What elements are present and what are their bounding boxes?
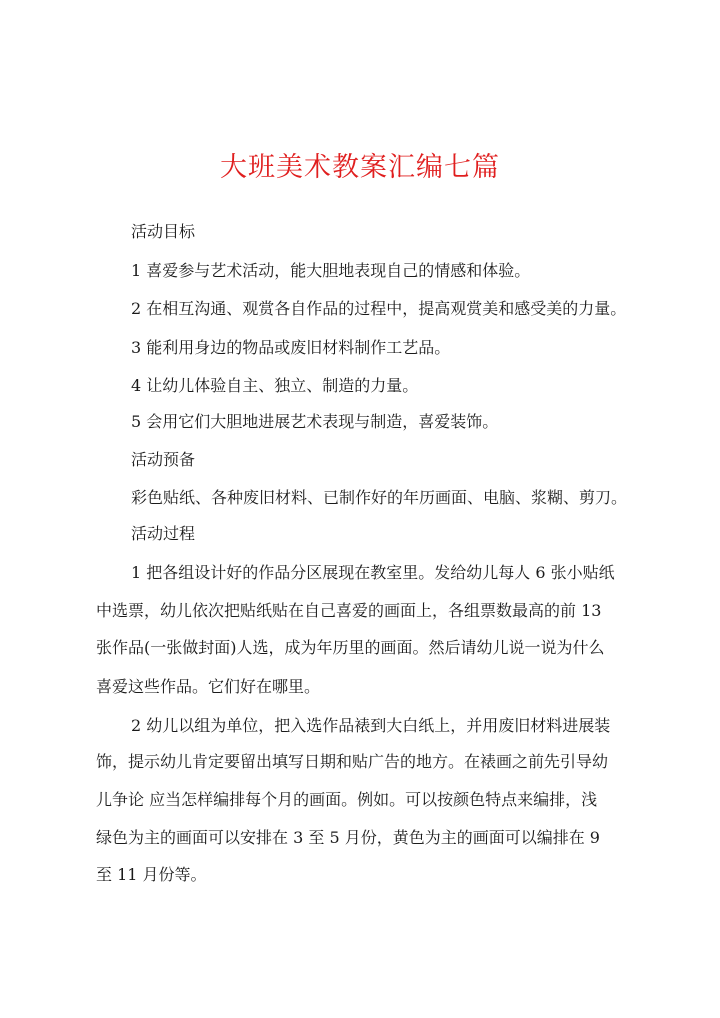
document-title: 大班美术教案汇编七篇 bbox=[220, 152, 500, 183]
paragraph-line: 张作品(一张做封面)人选，成为年历里的画面。然后请幼儿说一说为什么 bbox=[96, 638, 605, 657]
paragraph-line: 1 把各组设计好的作品分区展现在教室里。发给幼儿每人 6 张小贴纸 bbox=[131, 563, 615, 582]
paragraph-line: 儿争论 应当怎样编排每个月的画面。例如。可以按颜色特点来编排，浅 bbox=[96, 790, 598, 809]
paragraph-line: 2 在相互沟通、观赏各自作品的过程中，提高观赏美和感受美的力量。 bbox=[131, 299, 627, 318]
paragraph-line: 饰，提示幼儿肯定要留出填写日期和贴广告的地方。在裱画之前先引导幼 bbox=[96, 752, 609, 771]
paragraph-line: 中选票，幼儿依次把贴纸贴在自己喜爱的画面上，各组票数最高的前 13 bbox=[96, 601, 602, 620]
paragraph-line: 喜爱这些作品。它们好在哪里。 bbox=[96, 677, 321, 696]
paragraph-line: 4 让幼儿体验自主、独立、制造的力量。 bbox=[131, 376, 419, 395]
paragraph-line: 绿色为主的画面可以安排在 3 至 5 月份，黄色为主的画面可以编排在 9 bbox=[96, 828, 600, 847]
paragraph-line: 3 能利用身边的物品或废旧材料制作工艺品。 bbox=[131, 338, 451, 357]
paragraph-line: 1 喜爱参与艺术活动，能大胆地表现自己的情感和体验。 bbox=[131, 261, 531, 280]
paragraph-line: 2 幼儿以组为单位，把入选作品裱到大白纸上，并用废旧材料进展装 bbox=[131, 716, 611, 735]
paragraph-line: 5 会用它们大胆地进展艺术表现与制造，喜爱装饰。 bbox=[131, 412, 499, 431]
section-heading-preparation: 活动预备 bbox=[131, 450, 196, 469]
paragraph-line: 至 11 月份等。 bbox=[96, 865, 207, 884]
section-heading-process: 活动过程 bbox=[131, 524, 196, 543]
section-heading-objectives: 活动目标 bbox=[131, 222, 196, 241]
paragraph-line: 彩色贴纸、各种废旧材料、已制作好的年历画面、电脑、浆糊、剪刀。 bbox=[131, 488, 628, 507]
